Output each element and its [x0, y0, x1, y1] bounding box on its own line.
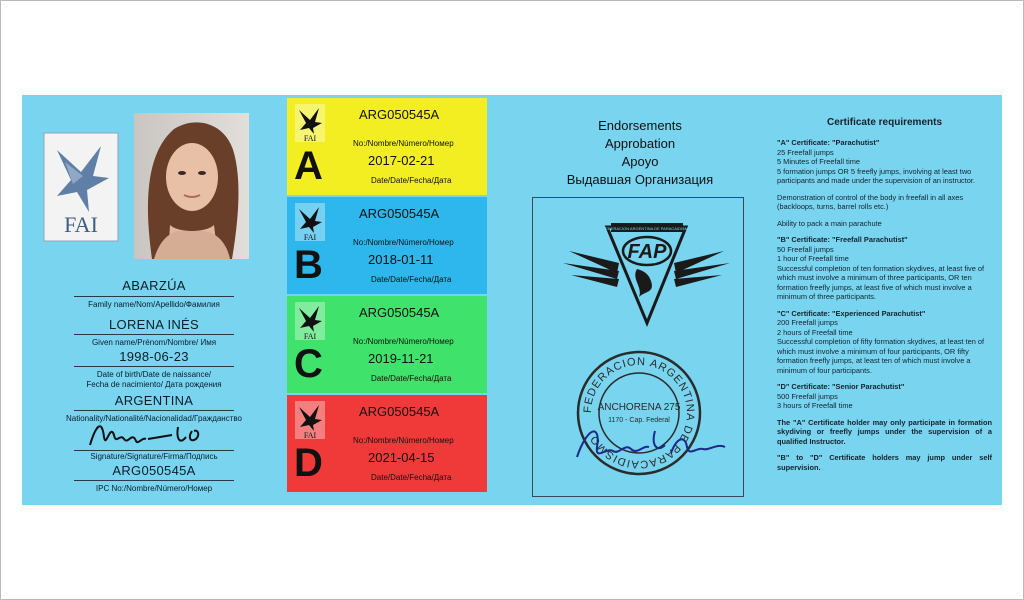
certificate-strip-b: [287, 197, 487, 294]
requirement-b-line: Successful completion of ten formation skydives, at least five of which must involve a minimum of three participants, OR ten formation freefly jumps, at least five of which must involve a minimum of three participants.: [777, 263, 985, 301]
ipc-number-value: ARG050545A: [112, 463, 196, 478]
certificate-a-letter: A: [294, 144, 323, 188]
dob-line: [74, 366, 234, 367]
certificate-c-number: ARG050545A: [359, 305, 440, 320]
requirement-c-line: 200 Freefall jumps: [777, 318, 838, 327]
certificate-b-date: 2018-01-11: [368, 252, 434, 267]
certificate-b-number-label: No:/Nombre/Número/Номер: [353, 238, 454, 247]
requirement-a-heading: "A" Certificate: "Parachutist": [777, 138, 880, 147]
family-name-line: [74, 296, 234, 297]
certificate-d-letter: D: [294, 441, 323, 485]
fai-logo-text: FAI: [64, 212, 98, 237]
requirements-title: Certificate requirements: [826, 117, 943, 128]
requirement-a-line: 25 Freefall jumps: [777, 147, 834, 157]
fap-emblem-text: FAP: [627, 241, 667, 263]
fap-wings-emblem: [559, 217, 734, 327]
nationality-line: [74, 410, 234, 411]
dob-label-1: Date of birth/Date de naissance/: [96, 370, 212, 379]
fai-mini-logo-text: FAI: [303, 134, 317, 142]
requirement-d-line: 500 Freefall jumps: [777, 391, 838, 401]
fai-mini-logo-icon: [295, 401, 325, 439]
holder-signature: [82, 415, 222, 455]
given-name-label: Given name/Prénom/Nombre/ Имя: [91, 338, 217, 347]
certificate-strips: [287, 98, 487, 494]
requirement-c-line: 2 hours of Freefall time: [777, 327, 853, 337]
license-card: [22, 95, 1002, 505]
requirement-a-line: 5 Minutes of Freefall time: [777, 157, 860, 166]
given-name-value: LORENA INÉS: [109, 317, 199, 332]
certificate-c-date-label: Date/Date/Fecha/Дата: [371, 374, 452, 383]
requirement-b-heading: "B" Certificate: "Freefall Parachutist": [777, 235, 908, 244]
fai-logo: [43, 132, 119, 242]
dob-value: 1998-06-23: [119, 349, 189, 364]
endorsements-heading: [565, 117, 715, 189]
requirement-b-line: 50 Freefall jumps: [777, 244, 834, 254]
requirement-b-line: 1 hour of Freefall time: [777, 254, 849, 263]
requirement-c-line: Successful completion of fifty formation skydives, at least ten of which must involve a minimum of four participants, OR fifty formation freefly jumps, at least ten of which must involve a minimum of four participants.: [777, 337, 985, 375]
fai-mini-logo-text: FAI: [303, 233, 317, 241]
requirements-footer-1: The "A" Certificate holder may only participate in formation skydiving or freefly jumps under the supervision of a qualified Instructor.: [777, 417, 992, 446]
certificate-c-number-label: No:/Nombre/Número/Номер: [353, 337, 454, 346]
holder-photo: [134, 113, 249, 259]
signature-label: Signature/Signature/Firma/Подпись: [90, 452, 218, 461]
stamp-address-line-2: 1170 - Cap. Federal: [608, 417, 670, 424]
fai-mini-logo-text: FAI: [303, 332, 317, 340]
official-signature: [567, 417, 737, 472]
certificate-strip-d: [287, 395, 487, 492]
certificate-a-number: ARG050545A: [359, 107, 440, 122]
family-name-value: ABARZÚA: [122, 278, 186, 293]
certificate-d-number: ARG050545A: [359, 404, 440, 419]
nationality-value: ARGENTINA: [114, 393, 194, 408]
requirement-d-heading: "D" Certificate: "Senior Parachutist": [777, 382, 905, 391]
fai-mini-logo-icon: [295, 302, 325, 340]
dob-label-2: Fecha de nacimiento/ Дата рождения: [86, 380, 222, 389]
requirement-c-heading: "C" Certificate: "Experienced Parachutist": [777, 308, 926, 318]
fap-banner-text: FEDERACION ARGENTINA DE PARACAIDISMO: [602, 226, 692, 231]
requirement-a-line: Ability to pack a main parachute: [777, 218, 882, 228]
certificate-b-number: ARG050545A: [359, 206, 440, 221]
certificate-d-date-label: Date/Date/Fecha/Дата: [371, 473, 452, 482]
certificate-a-date: 2017-02-21: [368, 153, 435, 168]
certificate-requirements: [777, 117, 992, 472]
ipc-number-line: [74, 480, 234, 481]
certificate-strip-a: [287, 98, 487, 195]
nationality-label: Nationality/Nationalité/Nacionalidad/Гражданство: [65, 414, 242, 423]
fai-mini-logo-text: FAI: [303, 431, 317, 439]
certificate-strip-c: [287, 296, 487, 393]
certificate-a-number-label: No:/Nombre/Número/Номер: [353, 139, 454, 148]
holder-panel: [22, 95, 287, 505]
certificate-b-letter: B: [294, 243, 323, 287]
requirements-footer-2: "B" to "D" Certificate holders may jump under self supervision.: [777, 453, 992, 472]
certificate-d-number-label: No:/Nombre/Número/Номер: [353, 436, 454, 445]
endorsements-line-2: Approbation: [604, 136, 676, 151]
signature-line: [74, 450, 234, 451]
certificate-c-letter: C: [294, 342, 323, 386]
stamp-ring-text: FEDERACION ARGENTINA DE PARACAIDISMO: [581, 355, 697, 471]
endorsements-line-3: Apoyo: [621, 154, 659, 169]
requirement-a-line: 5 formation jumps OR 5 freefly jumps, involving at least two participants and made under the supervision of an instructor.: [777, 166, 976, 185]
given-name-line: [74, 334, 234, 335]
fai-mini-logo-icon: [295, 104, 325, 142]
requirement-d-line: 3 hours of Freefall time: [777, 401, 853, 410]
endorsements-line-1: Endorsements: [598, 118, 682, 133]
certificate-a-date-label: Date/Date/Fecha/Дата: [371, 176, 452, 185]
fai-mini-logo-icon: [295, 203, 325, 241]
requirement-a-line: Demonstration of control of the body in freefall in all axes (backloops, turns, barrel rolls etc.): [777, 192, 964, 211]
ipc-number-label: IPC No:/Nombre/Número/Номер: [95, 484, 213, 493]
certificate-c-date: 2019-11-21: [368, 351, 434, 366]
certificate-b-date-label: Date/Date/Fecha/Дата: [371, 275, 452, 284]
endorsements-line-4: Выдавшая Организация: [566, 172, 714, 187]
stamp-address-line-1: ANCHORENA 275: [597, 402, 681, 413]
certificate-d-date: 2021-04-15: [368, 450, 435, 465]
family-name-label: Family name/Nom/Apellido/Фамилия: [88, 300, 220, 309]
